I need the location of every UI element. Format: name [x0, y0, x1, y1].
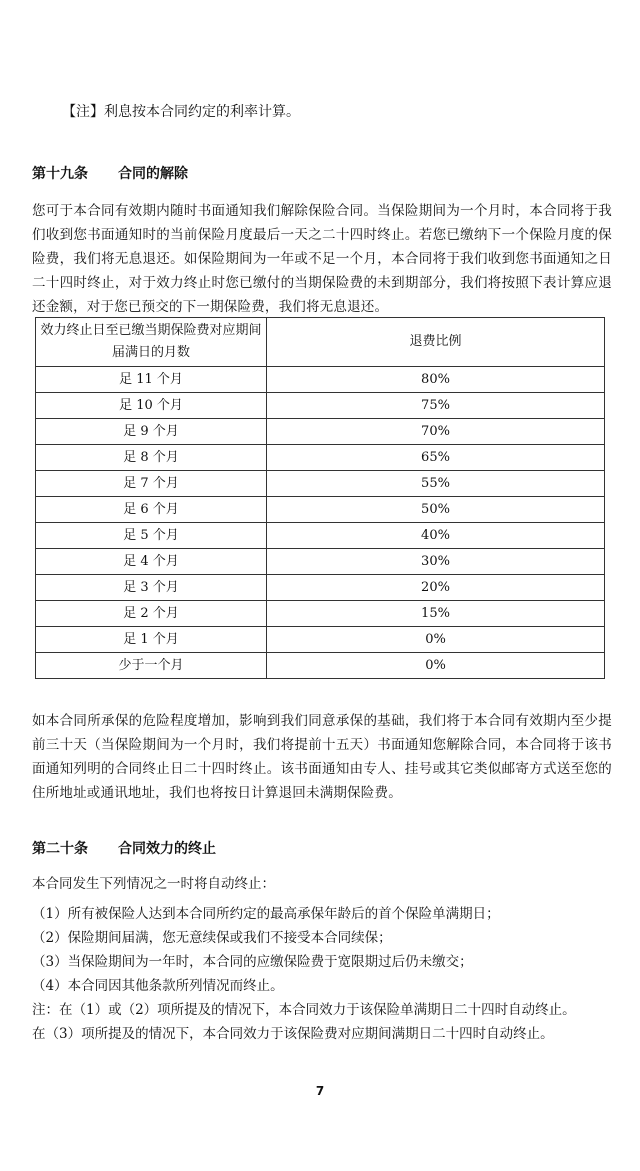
table-row — [36, 575, 605, 601]
ratio-cell: 80% — [267, 367, 605, 393]
termination-item-4: （4）本合同因其他条款所列情况而终止。 — [32, 978, 284, 994]
table-row — [36, 549, 605, 575]
ratio-cell: 65% — [267, 445, 605, 471]
article-20-body — [32, 872, 622, 1046]
termination-note-2: 在（3）项所提及的情况下，本合同效力于该保险费对应期间满期日二十四时自动终止。 — [32, 1026, 554, 1042]
table-row — [36, 471, 605, 497]
ratio-cell: 15% — [267, 601, 605, 627]
article-20-number: 第二十条 — [32, 841, 88, 857]
ratio-cell: 75% — [267, 393, 605, 419]
ratio-cell: 70% — [267, 419, 605, 445]
article-19-paragraph-2: 如本合同所承保的危险程度增加，影响到我们同意承保的基础，我们将于本合同有效期内至少提前三十天（当保险期间为一个月时，我们将提前十五天）书面通知您解除合同，本合同将于该书面通知列明的合同终止日二十四时终止。该书面通知由专人、挂号或其它类似邮寄方式送至您的住所地址或通讯地址，我们也将按日计算退回未满期保险费。 — [32, 713, 612, 801]
months-cell: 足 10 个月 — [36, 393, 267, 419]
months-cell: 足 11 个月 — [36, 367, 267, 393]
ratio-cell: 0% — [267, 653, 605, 679]
table-row — [36, 393, 605, 419]
table-row — [36, 497, 605, 523]
interest-note: 【注】利息按本合同约定的利率计算。 — [62, 104, 300, 120]
article-19-paragraph-1: 您可于本合同有效期内随时书面通知我们解除保险合同。当保险期间为一个月时，本合同将于我们收到您书面通知时的当前保险月度最后一天之二十四时终止。若您已缴纳下一个保险月度的保险费，我们将无息退还。如保险期间为一年或不足一个月，本合同将于我们收到您书面通知之日二十四时终止，对于效力终止时您已缴付的当期保险费的未到期部分，我们将按照下表计算应退还金额，对于您已预交的下一期保险费，我们将无息退还。 — [32, 203, 612, 315]
months-cell: 足 9 个月 — [36, 419, 267, 445]
table-row — [36, 367, 605, 393]
months-cell: 少于一个月 — [36, 653, 267, 679]
table-row — [36, 601, 605, 627]
ratio-cell: 20% — [267, 575, 605, 601]
months-cell: 足 1 个月 — [36, 627, 267, 653]
page-number: 7 — [315, 1084, 325, 1098]
article-20-intro: 本合同发生下列情况之一时将自动终止： — [32, 876, 275, 892]
table-row — [36, 627, 605, 653]
article-19-number: 第十九条 — [32, 166, 88, 182]
article-20-heading — [32, 838, 216, 860]
article-19-title: 合同的解除 — [118, 166, 188, 182]
table-row — [36, 445, 605, 471]
article-20-title: 合同效力的终止 — [118, 841, 216, 857]
months-cell: 足 3 个月 — [36, 575, 267, 601]
months-cell: 足 2 个月 — [36, 601, 267, 627]
months-cell: 足 6 个月 — [36, 497, 267, 523]
ratio-cell: 0% — [267, 627, 605, 653]
article-19-heading — [32, 163, 188, 185]
termination-note-1: 注：在（1）或（2）项所提及的情况下，本合同效力于该保险单满期日二十四时自动终止。 — [32, 1002, 576, 1018]
ratio-cell: 30% — [267, 549, 605, 575]
termination-item-3: （3）当保险期间为一年时，本合同的应缴保险费于宽限期过后仍未缴交； — [32, 954, 473, 970]
termination-item-2: （2）保险期间届满，您无意续保或我们不接受本合同续保； — [32, 930, 392, 946]
months-cell: 足 4 个月 — [36, 549, 267, 575]
table-header-ratio: 退费比例 — [267, 318, 605, 367]
table-header-row — [36, 318, 605, 367]
table-header-months: 效力终止日至已缴当期保险费对应期间届满日的月数 — [36, 318, 267, 367]
table-row — [36, 419, 605, 445]
table-row — [36, 523, 605, 549]
months-cell: 足 7 个月 — [36, 471, 267, 497]
ratio-cell: 55% — [267, 471, 605, 497]
termination-item-1: （1）所有被保险人达到本合同所约定的最高承保年龄后的首个保险单满期日； — [32, 906, 500, 922]
months-cell: 足 5 个月 — [36, 523, 267, 549]
ratio-cell: 40% — [267, 523, 605, 549]
ratio-cell: 50% — [267, 497, 605, 523]
refund-ratio-table — [35, 317, 605, 679]
table-row — [36, 653, 605, 679]
months-cell: 足 8 个月 — [36, 445, 267, 471]
